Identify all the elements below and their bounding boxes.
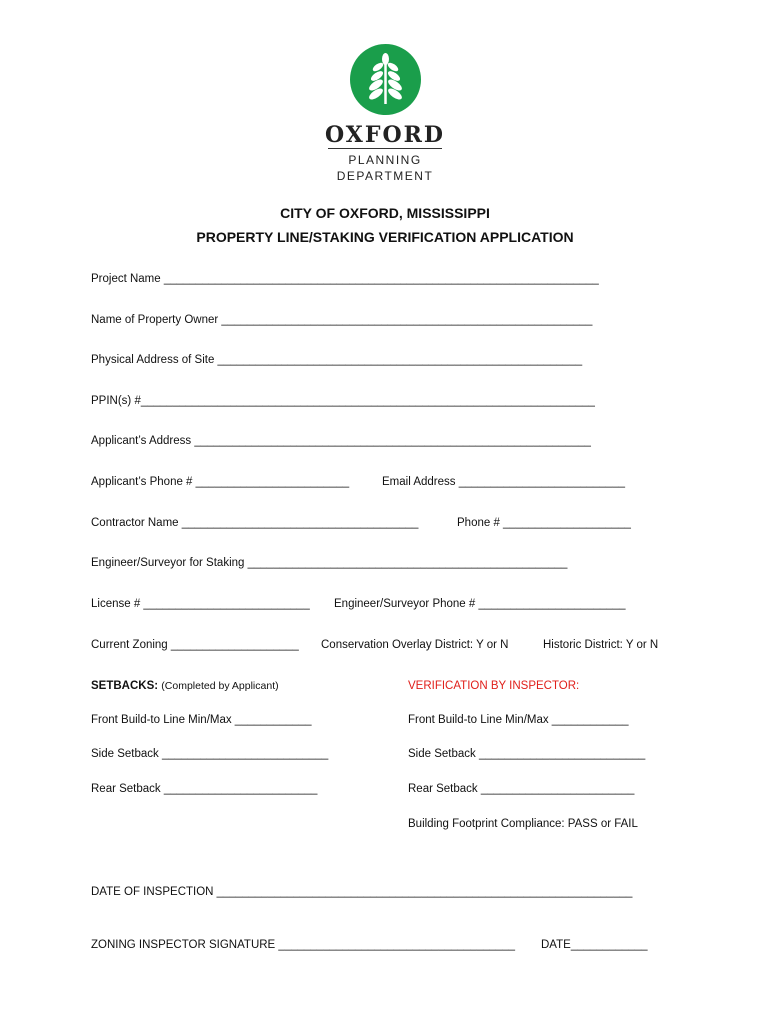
engineer-phone-field[interactable]: Engineer/Surveyor Phone # _______________________	[334, 598, 626, 610]
logo-name: OXFORD	[325, 122, 445, 148]
applicant-front-setback-field[interactable]: Front Build-to Line Min/Max ____________	[91, 714, 312, 726]
inspector-rear-setback-field[interactable]: Rear Setback ________________________	[408, 783, 635, 795]
historic-district-field[interactable]: Historic District: Y or N	[543, 639, 659, 651]
logo-divider	[328, 148, 442, 149]
email-field[interactable]: Email Address __________________________	[382, 476, 625, 488]
applicant-phone-field[interactable]: Applicant’s Phone # ________________________	[91, 476, 350, 488]
physical-address-field[interactable]: Physical Address of Site _________________________________________________________	[91, 354, 583, 366]
logo-subtitle-2: DEPARTMENT	[336, 169, 434, 183]
leaf-icon	[350, 44, 421, 115]
inspector-side-setback-field[interactable]: Side Setback __________________________	[408, 748, 646, 760]
inspector-signature-field[interactable]: ZONING INSPECTOR SIGNATURE _____________________________________	[91, 939, 516, 951]
inspector-front-setback-field[interactable]: Front Build-to Line Min/Max ____________	[408, 714, 629, 726]
contractor-name-field[interactable]: Contractor Name _____________________________________	[91, 517, 419, 529]
signature-date-field[interactable]: DATE____________	[541, 939, 648, 951]
contractor-phone-field[interactable]: Phone # ____________________	[457, 517, 631, 529]
page-title: CITY OF OXFORD, MISSISSIPPI	[280, 205, 490, 221]
engineer-surveyor-field[interactable]: Engineer/Surveyor for Staking __________________________________________________	[91, 557, 568, 569]
logo-subtitle-1: PLANNING	[348, 153, 422, 167]
date-of-inspection-field[interactable]: DATE OF INSPECTION _________________________________________________________________	[91, 886, 633, 898]
oxford-planning-logo	[318, 44, 452, 189]
form-title: PROPERTY LINE/STAKING VERIFICATION APPLICATION	[196, 229, 574, 245]
current-zoning-field[interactable]: Current Zoning ____________________	[91, 639, 299, 651]
applicant-side-setback-field[interactable]: Side Setback __________________________	[91, 748, 329, 760]
applicant-rear-setback-field[interactable]: Rear Setback ________________________	[91, 783, 318, 795]
ppin-field[interactable]: PPIN(s) #_______________________________________________________________________	[91, 395, 595, 407]
setbacks-note: (Completed by Applicant)	[161, 680, 279, 692]
applicant-address-field[interactable]: Applicant’s Address ______________________________________________________________	[91, 435, 591, 447]
setbacks-label: SETBACKS:	[91, 680, 159, 692]
inspector-heading: VERIFICATION BY INSPECTOR:	[408, 680, 580, 692]
setbacks-heading	[91, 680, 279, 692]
footprint-compliance-field[interactable]: Building Footprint Compliance: PASS or FAIL	[408, 818, 638, 830]
property-owner-field[interactable]: Name of Property Owner __________________________________________________________	[91, 314, 593, 326]
conservation-overlay-field[interactable]: Conservation Overlay District: Y or N	[321, 639, 509, 651]
license-field[interactable]: License # __________________________	[91, 598, 310, 610]
project-name-field[interactable]: Project Name ____________________________________________________________________	[91, 273, 599, 285]
